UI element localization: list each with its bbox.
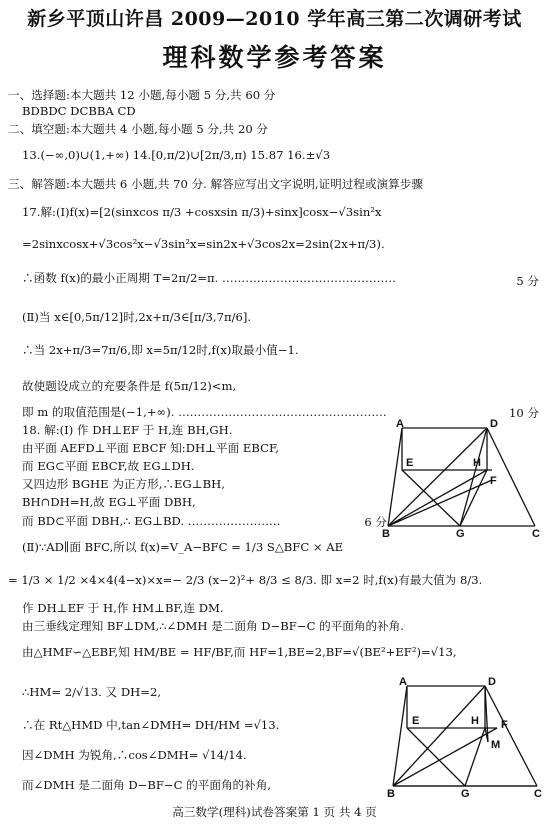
solution-line: (Ⅱ)∵AD∥面 BFC,所以 f(x)=V_A−BFC = 1/3 S△BFC × AE [22,540,344,554]
solution-line: 由平面 AEFD⊥平面 EBCF 知:DH⊥平面 EBCF, [22,441,279,455]
solution-line: 故使题设成立的充要条件是 f(5π/12)<m, [22,379,237,393]
section-heading: 三、解答题:本大题共 6 小题,共 70 分. 解答应写出文字说明,证明过程或演算步骤 [8,177,423,191]
solution-line: =2sinxcosx+√3cos²x−√3sin²x=sin2x+√3cos2x=2sin(2x+π/3). [22,237,385,251]
vertex-label-f: F [501,719,508,731]
solution-line: 作 DH⊥EF 于 H,作 HM⊥BF,连 DM. [22,601,224,615]
vertex-label-b: B [387,788,395,800]
answer-line: BDBDC DCBBA CD [22,104,136,118]
solution-line: 而∠DMH 是二面角 D−BF−C 的平面角的补角, [22,778,272,792]
vertex-label-h: H [473,457,481,469]
vertex-label-f: F [490,475,497,487]
vertex-label-e: E [412,715,420,727]
solution-line: 17.解:(Ⅰ)f(x)=[2(sinxcos π/3 +cosxsin π/3)+sinx]cosx−√3sin²x [22,205,382,219]
solution-line: ∴当 2x+π/3=7π/6,即 x=5π/12时,f(x)取最小值−1. [22,343,299,357]
geometry-figure-2 [385,676,545,800]
vertex-label-h: H [471,715,479,727]
section-heading: 一、选择题:本大题共 12 小题,每小题 5 分,共 60 分 [8,88,276,102]
solution-line: 因∠DMH 为锐角,∴cos∠DMH= √14/14. [22,748,247,762]
solution-line: BH∩DH=H,故 EG⊥平面 DBH, [22,495,196,509]
solution-line: 而 EG⊂平面 EBCF,故 EG⊥DH. [22,459,195,473]
vertex-label-g: G [461,788,470,800]
solution-line: ∴在 Rt△HMD 中,tan∠DMH= DH/HM =√13. [22,718,280,732]
solution-line: 即 m 的取值范围是(−1,+∞). ……………………………………………… [22,405,387,419]
vertex-label-b: B [382,528,390,538]
solution-line: ∴HM= 2/√13. 又 DH=2, [22,685,162,699]
vertex-label-e: E [406,457,414,469]
vertex-label-a: A [399,676,407,688]
vertex-label-m: M [491,739,501,751]
score-mark: 6 分 [364,515,387,529]
page-footer: 高三数学(理科)试卷答案第 1 页 共 4 页 [172,805,377,819]
score-mark: 10 分 [508,406,539,420]
vertex-label-g: G [456,528,465,538]
geometry-figure-1 [380,418,545,538]
vertex-label-d: D [488,676,496,688]
solution-line: 由三垂线定理知 BF⊥DM,∴∠DMH 是二面角 D−BF−C 的平面角的补角. [22,619,404,633]
solution-line: 由△HMF∽△EBF,知 HM/BE = HF/BF,而 HF=1,BE=2,BF=√(BE²+EF²)=√13, [22,645,457,659]
score-mark: 5 分 [516,274,539,288]
vertex-label-d: D [490,418,498,430]
solution-line: 又四边形 BGHE 为正方形,∴EG⊥BH, [22,477,225,491]
vertex-label-c: C [532,528,540,538]
doc-title: 新乡平顶山许昌 2009—2010 学年高三第二次调研考试 [27,8,522,30]
solution-line: = 1/3 × 1/2 ×4×4(4−x)×x=− 2/3 (x−2)²+ 8/3 ≤ 8/3. 即 x=2 时,f(x)有最大值为 8/3. [8,573,483,587]
vertex-label-c: C [534,788,542,800]
vertex-label-a: A [396,418,404,430]
section-heading: 二、填空题:本大题共 4 小题,每小题 5 分,共 20 分 [8,122,268,136]
doc-subtitle: 理科数学参考答案 [162,43,387,72]
solution-line: ∴函数 f(x)的最小正周期 T=2π/2=π. ……………………………………… [22,271,396,285]
answer-line: 13.(−∞,0)∪(1,+∞) 14.[0,π/2)∪[2π/3,π) 15.87 16.±√3 [22,148,331,162]
solution-line: 而 BD⊂平面 DBH,∴ EG⊥BD. …………………… [22,514,281,528]
solution-line: (Ⅱ)当 x∈[0,5π/12]时,2x+π/3∈[π/3,7π/6]. [22,310,252,324]
solution-line: 18. 解:(Ⅰ) 作 DH⊥EF 于 H,连 BH,GH. [22,423,233,437]
